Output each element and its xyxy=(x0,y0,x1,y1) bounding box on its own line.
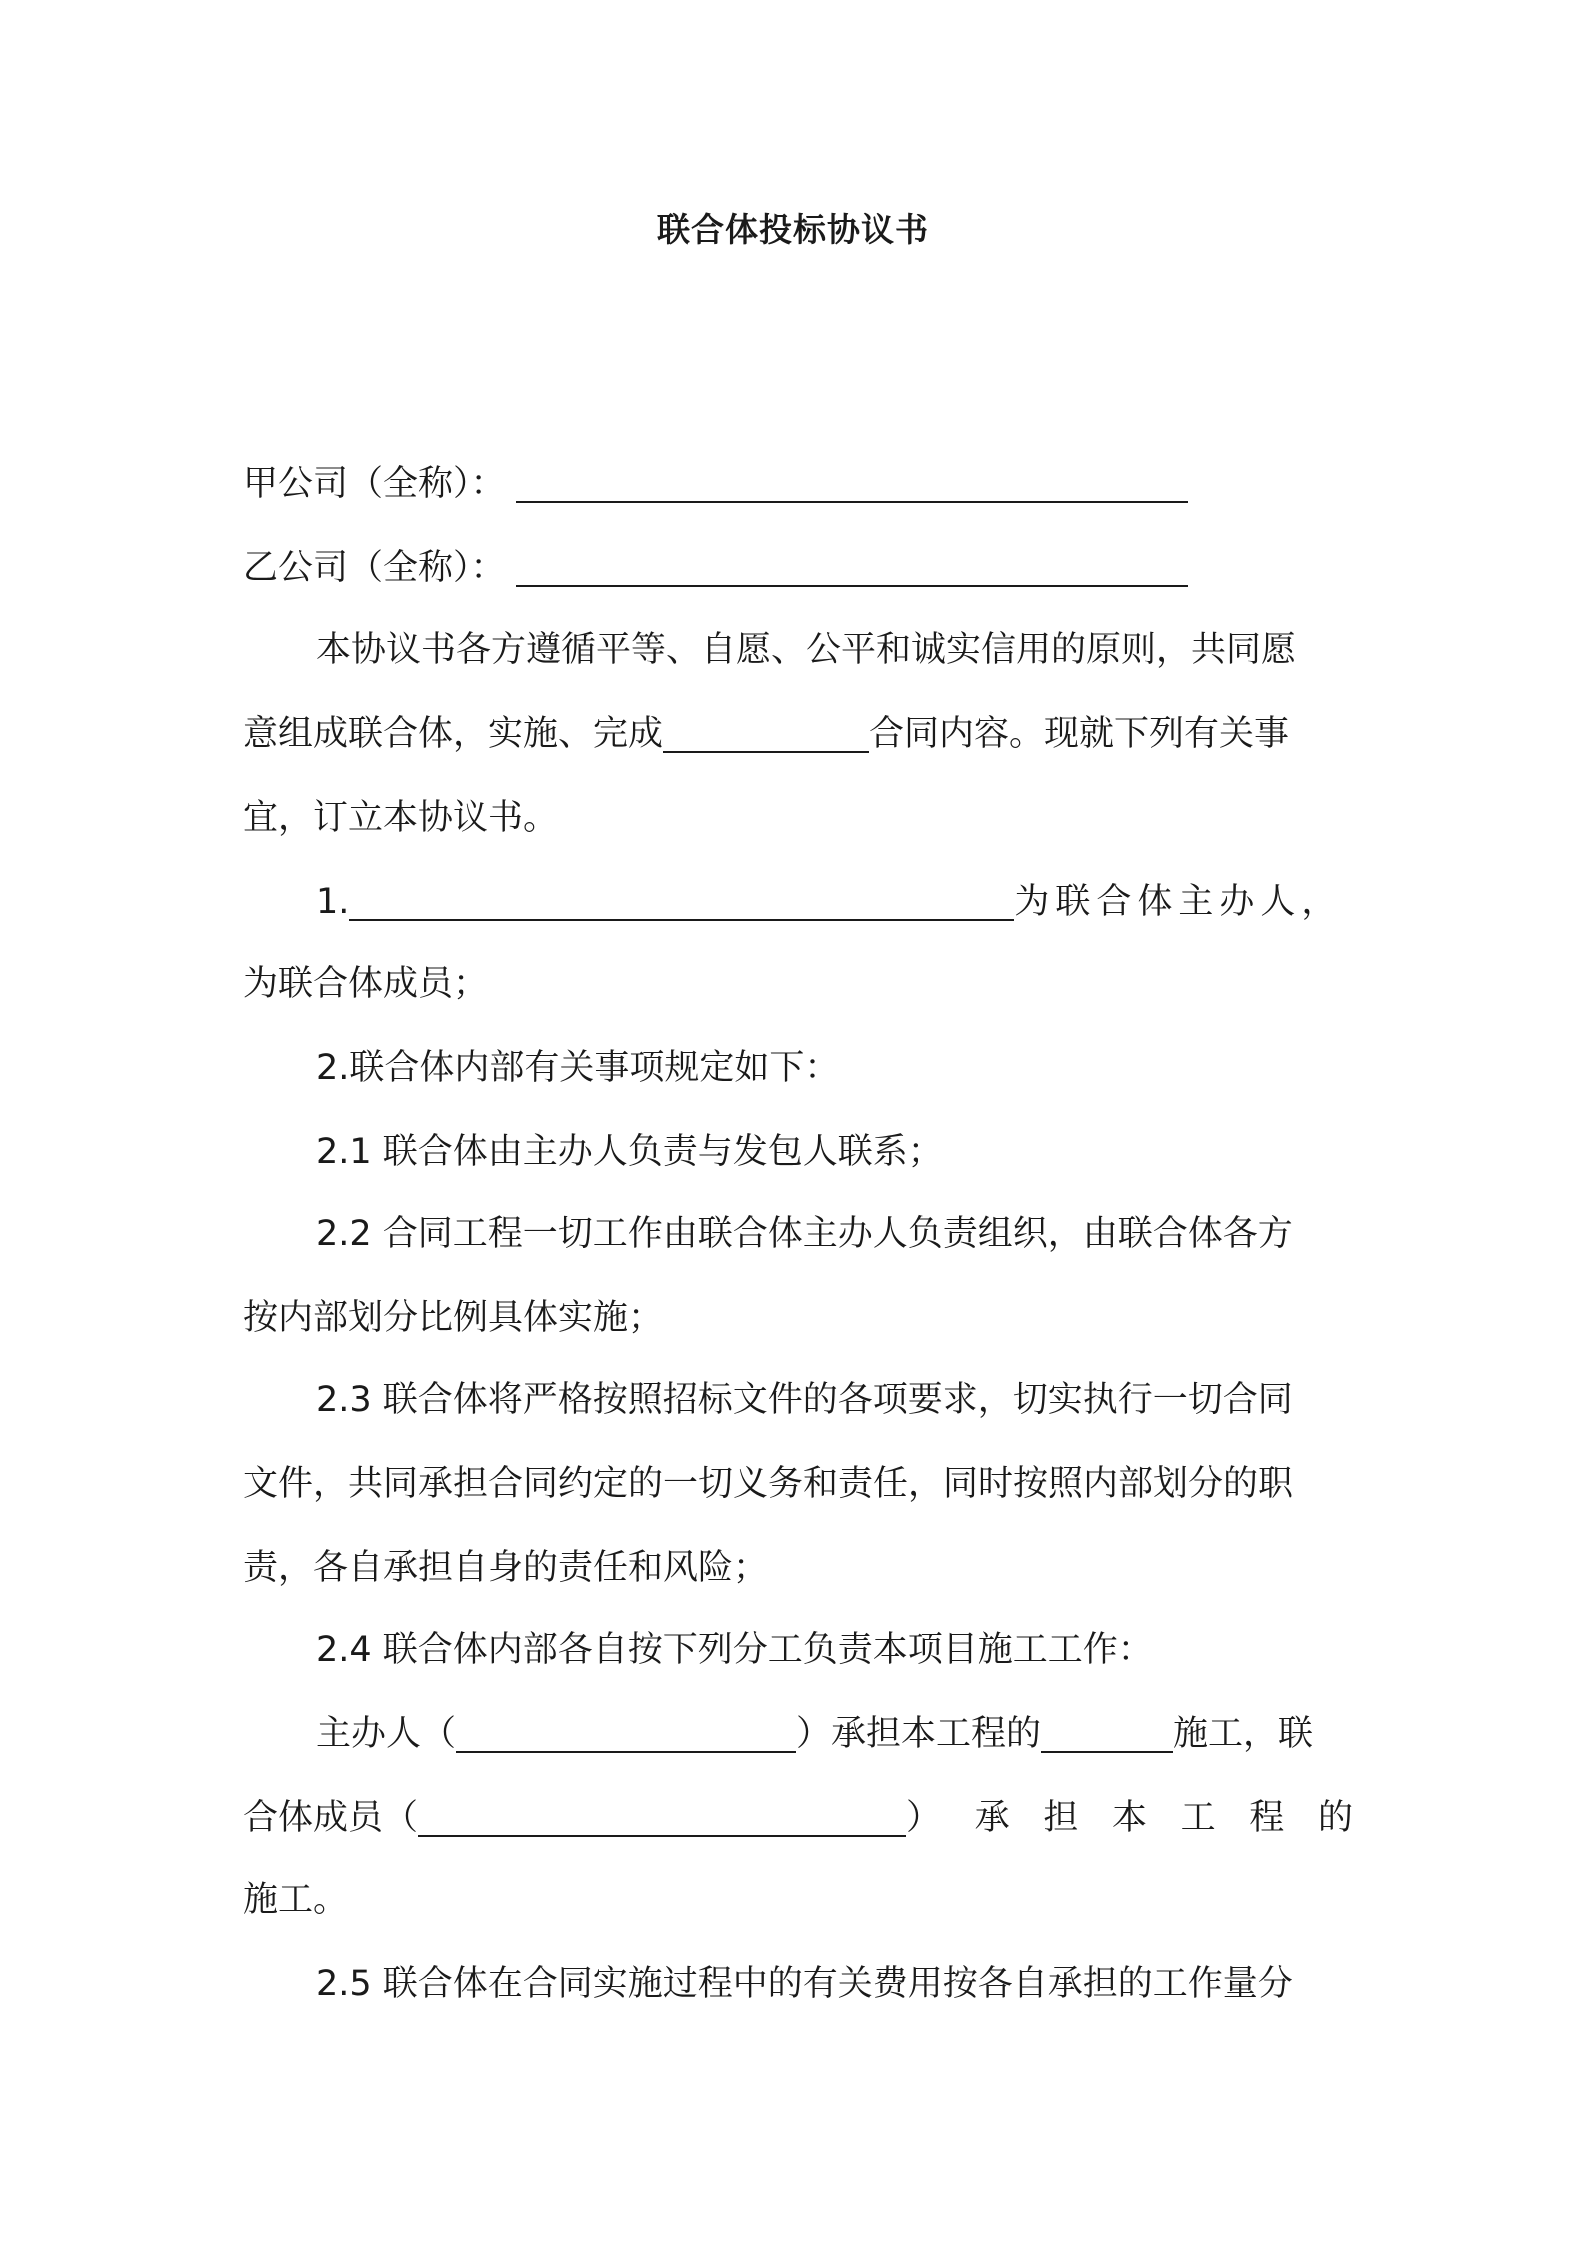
member-tail-char: 承 xyxy=(974,1798,1010,1838)
lead-label: 主办人（ xyxy=(316,1714,457,1754)
item-1-line xyxy=(316,874,1353,930)
party-a-label: 甲公司（全称）： xyxy=(243,464,506,504)
intro-line-1: 本协议书各方遵循平等、自愿、公平和诚实信用的原则，共同愿 xyxy=(316,630,1297,670)
party-a-line xyxy=(243,456,1353,512)
item-2-1: 2.1 联合体由主办人负责与发包人联系； xyxy=(316,1132,943,1172)
item-2-5-line-1: 2.5 联合体在合同实施过程中的有关费用按各自承担的工作量分 xyxy=(316,1964,1293,2004)
member-tail-char: 担 xyxy=(1043,1798,1079,1838)
member-close-paren: ） xyxy=(906,1798,942,1838)
member-tail-char: 的 xyxy=(1317,1798,1353,1838)
lead-scope-text: ）承担本工程的 xyxy=(796,1714,1042,1754)
intro-line-3: 宜，订立本协议书。 xyxy=(243,798,559,838)
document-title: 联合体投标协议书 xyxy=(657,210,929,249)
item-2-4-lead-line xyxy=(316,1706,1353,1762)
contract-name-blank[interactable] xyxy=(663,711,869,753)
party-b-blank[interactable] xyxy=(516,545,1188,587)
member-tail-char: 程 xyxy=(1249,1798,1285,1838)
member-tail-char: 本 xyxy=(1111,1798,1147,1838)
item-2-2-line-1: 2.2 合同工程一切工作由联合体主办人负责组织，由联合体各方 xyxy=(316,1214,1293,1254)
lead-scope-suffix: 施工，联 xyxy=(1173,1714,1314,1754)
item-2-3-line-3: 责，各自承担自身的责任和风险； xyxy=(243,1548,769,1588)
member-label: 合体成员（ xyxy=(243,1798,419,1838)
lead-name-blank[interactable] xyxy=(456,1711,796,1753)
intro-text-b: 合同内容。现就下列有关事 xyxy=(869,714,1290,754)
intro-line-2 xyxy=(243,706,1353,762)
party-b-line xyxy=(243,540,1353,596)
item-2-4-member-line xyxy=(243,1790,1353,1846)
item-2-3-line-2: 文件，共同承担合同约定的一切义务和责任，同时按照内部划分的职 xyxy=(243,1464,1294,1504)
lead-scope-blank[interactable] xyxy=(1041,1711,1173,1753)
member-tail-char: 工 xyxy=(1180,1798,1216,1838)
item-2-heading: 2.联合体内部有关事项规定如下： xyxy=(316,1048,840,1088)
item-2-4-line-4: 施工。 xyxy=(243,1880,349,1920)
member-name-blank[interactable] xyxy=(418,1795,906,1837)
item-2-3-line-1: 2.3 联合体将严格按照招标文件的各项要求，切实执行一切合同 xyxy=(316,1380,1293,1420)
party-b-label: 乙公司（全称）： xyxy=(243,548,506,588)
item-1-line-2: 为联合体成员； xyxy=(243,964,489,1004)
item-1-number: 1. xyxy=(316,882,350,922)
item-2-2-line-2: 按内部划分比例具体实施； xyxy=(243,1298,664,1338)
lead-party-blank[interactable] xyxy=(349,879,1014,921)
item-1-suffix: 为联合体主办人， xyxy=(1014,882,1343,922)
item-2-4-line-1: 2.4 联合体内部各自按下列分工负责本项目施工工作： xyxy=(316,1630,1153,1670)
party-a-blank[interactable] xyxy=(516,461,1188,503)
intro-text-a: 意组成联合体，实施、完成 xyxy=(243,714,664,754)
